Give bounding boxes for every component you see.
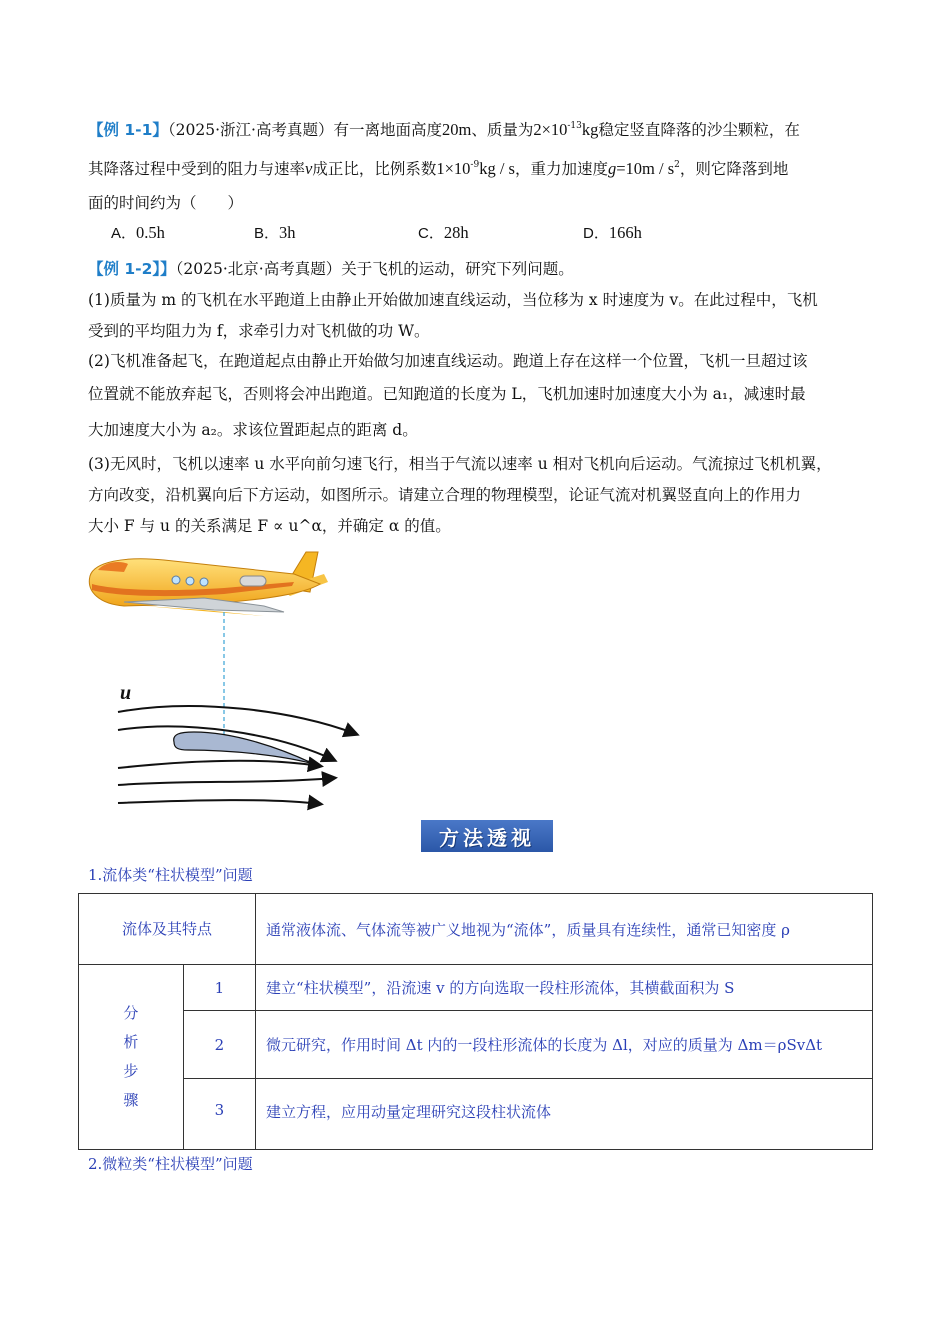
text: （2025·浙江·高考真题）有一离地面高度 <box>167 121 442 139</box>
text: 成正比，比例系数 <box>312 160 437 178</box>
k-coef: 1 <box>436 159 445 178</box>
option-a[interactable]: A．0.5h <box>111 223 165 242</box>
text: ，则它降落到地 <box>679 160 789 178</box>
table-row <box>79 894 873 965</box>
text: （2025·北京·高考真题）关于飞机的运动，研究下列问题。 <box>175 260 574 278</box>
table-row <box>79 1079 873 1150</box>
k-exp: -9 <box>470 160 480 170</box>
example-1-1-line-3: 面的时间约为（ ） <box>88 194 244 212</box>
option-d[interactable]: D．166h <box>583 223 642 242</box>
g-value: =10m / s <box>616 159 675 178</box>
mass-coef: 2 <box>533 120 542 139</box>
table-row <box>79 1011 873 1079</box>
g-exp: 2 <box>674 160 680 170</box>
part-2-line-3: 大加速度大小为 a₂。求该位置距起点的距离 d。 <box>88 421 418 439</box>
row-header-fluid: 流体及其特点 <box>79 894 256 965</box>
step-number: 1 <box>183 965 255 1011</box>
method-table <box>78 893 873 1150</box>
label-u: u <box>120 682 132 704</box>
example-1-1-line-1 <box>88 119 800 141</box>
mass-unit: kg <box>581 120 599 139</box>
section-heading-particle: 2.微粒类“柱状模型”问题 <box>88 1155 253 1173</box>
airflow-streamlines <box>118 706 356 804</box>
airfoil-wing-section <box>174 732 314 764</box>
step-number: 2 <box>183 1011 255 1079</box>
ten: 10 <box>453 159 471 178</box>
part-2-line-1: (2)飞机准备起飞，在跑道起点由静止开始做匀加速直线运动。跑道上存在这样一个位置，飞机一旦超过该 <box>88 352 808 370</box>
part-3-line-1: (3)无风时，飞机以速率 u 水平向前匀速飞行，相当于气流以速率 u 相对飞机向后运动。气流掠过飞机机翼， <box>88 455 832 473</box>
var-v: v <box>305 159 313 178</box>
var-g: g <box>607 159 617 178</box>
step-number: 3 <box>183 1079 255 1150</box>
mass-exp: -13 <box>567 121 582 131</box>
k-unit: kg / s <box>479 159 515 178</box>
table-row <box>79 965 873 1011</box>
option-c[interactable]: C．28h <box>418 223 469 242</box>
text: 其降落过程中受到的阻力与速率 <box>88 160 306 178</box>
example-1-2-intro <box>88 258 574 280</box>
part-1-line-2: 受到的平均阻力为 f，求牵引力对飞机做的功 W。 <box>88 322 430 340</box>
row-text-fluid: 通常液体流、气体流等被广义地视为“流体”，质量具有连续性，通常已知密度 ρ <box>256 894 873 965</box>
text: 稳定竖直降落的沙尘颗粒，在 <box>598 121 800 139</box>
example-1-1-line-2 <box>88 158 788 180</box>
row-header-steps: 分析步骤 <box>79 965 184 1150</box>
method-banner: 方法透视 <box>421 820 553 852</box>
ten: 10 <box>550 120 568 139</box>
part-3-line-3: 大小 F 与 u 的关系满足 F ∝ u^α，并确定 α 的值。 <box>88 517 451 535</box>
part-2-line-2: 位置就不能放弃起飞，否则将会冲出跑道。已知跑道的长度为 L，飞机加速时加速度大小为 a₁，减速时最 <box>88 385 806 403</box>
option-b[interactable]: B．3h <box>254 223 296 242</box>
example-tag: 【例 1-1】 <box>88 121 168 139</box>
part-3-line-2: 方向改变，沿机翼向后下方运动，如图所示。请建立合理的物理模型，论证气流对机翼竖直向上的作用力 <box>88 486 802 504</box>
section-heading-fluid: 1.流体类“柱状模型”问题 <box>88 866 253 884</box>
height-value: 20m <box>441 120 472 139</box>
step-text: 建立“柱状模型”，沿流速 v 的方向选取一段柱形流体，其横截面积为 S <box>256 965 873 1011</box>
text: 、质量为 <box>471 121 534 139</box>
example-tag: 【例 1-2】】 <box>88 260 176 278</box>
step-text: 微元研究，作用时间 Δt 内的一段柱形流体的长度为 Δl，对应的质量为 Δm＝ρSvΔt <box>256 1011 873 1079</box>
text: ，重力加速度 <box>514 160 608 178</box>
part-1-line-1: (1)质量为 m 的飞机在水平跑道上由静止开始做加速直线运动，当位移为 x 时速度为 v。在此过程中，飞机 <box>88 291 818 309</box>
times-sign: × <box>541 120 551 139</box>
step-text: 建立方程，应用动量定理研究这段柱状流体 <box>256 1079 873 1150</box>
airplane-airfoil-figure <box>84 548 384 813</box>
times-sign: × <box>444 159 454 178</box>
airplane-illustration <box>89 552 328 616</box>
